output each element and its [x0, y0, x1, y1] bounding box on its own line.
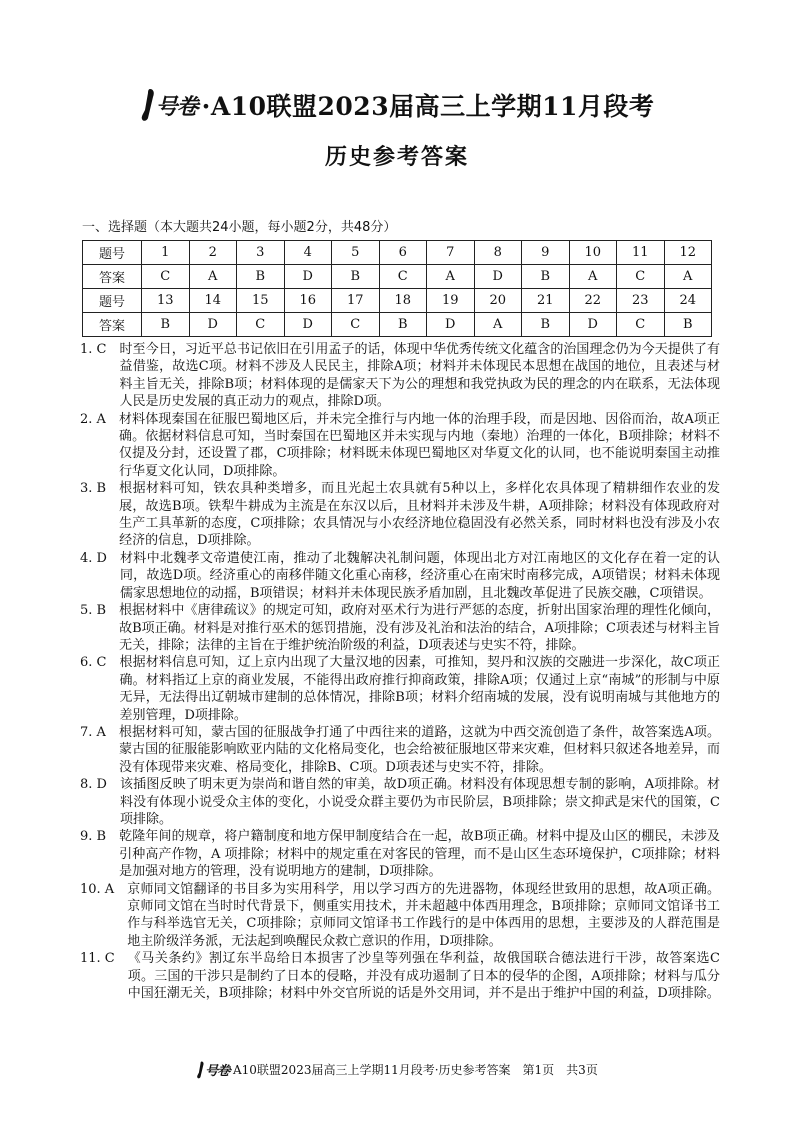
table-cell: 22 — [569, 289, 617, 313]
section-title: 一、选择题（本大题共24小题，每小题2分，共48分） — [82, 220, 397, 235]
page-header — [0, 82, 794, 128]
table-cell: 1 — [142, 241, 190, 265]
list-item — [80, 724, 720, 776]
item-text: 该插图反映了明末更为崇尚和谐自然的审美，故D项正确。材料没有体现思想专制的影响，A项排除。材料没有体现小说受众主体的变化，小说受众群主要仍为市民阶层，B项排除；崇文抑武是宋代的国策，C项排除。 — [119, 777, 720, 827]
table-cell: D — [474, 265, 522, 289]
table-cell: 23 — [617, 289, 665, 313]
item-text: 材料中北魏孝文帝遣使江南，推动了北魏解决礼制问题，体现出北方对江南地区的文化存在着一定的认同，故选D项。经济重心的南移伴随文化重心南移，经济重心在南宋时南移完成，A项错误；材料未体现儒家思想地位的动摇，B项错误；材料并未体现民族矛盾加剧，且北魏改革促进了民族交融，C项错误。 — [119, 550, 720, 601]
footer-text: ·A10联盟2023届高三上学期11月段考·历史参考答案 第1页 共3页 — [229, 1063, 598, 1077]
table-cell: B — [237, 265, 285, 289]
table-row — [83, 265, 712, 289]
table-cell: A — [427, 265, 475, 289]
list-item — [80, 411, 720, 481]
table-cell: B — [379, 313, 427, 337]
table-cell: A — [474, 313, 522, 337]
table-cell: C — [142, 265, 190, 289]
table-cell: 19 — [427, 289, 475, 313]
table-cell: D — [284, 313, 332, 337]
table-cell: 6 — [379, 241, 427, 265]
list-item — [80, 776, 720, 828]
item-number: 11. C — [80, 951, 128, 967]
table-cell: 20 — [474, 289, 522, 313]
table-row-header: 题号 — [83, 289, 142, 313]
table-cell: C — [617, 265, 665, 289]
table-cell: 5 — [332, 241, 380, 265]
table-cell: D — [189, 313, 237, 337]
item-text: 京师同文馆翻译的书目多为实用科学，用以学习西方的先进器物，体现经世致用的思想，故A项正确。京师同文馆在当时时代背景下，侧重实用技术，并未超越中体西用理念，B项排除；京师同文馆译书工作与科举选官无关，C项排除；京师同文馆译书工作践行的是中体西用的思想，主要涉及的人群范围是地主阶级洋务派，无法起到唤醒民众救亡意识的作用，D项排除。 — [127, 881, 720, 949]
list-item — [80, 480, 720, 550]
item-text: 《马关条约》割辽东半岛给日本损害了沙皇等列强在华利益，故俄国联合德法进行干涉，故答案选C项。三国的干涉只是制约了日本的侵略，并没有成功遏制了日本的侵华的企图，A项排除；材料与瓜分中国狂潮无关，B项排除；材料中外交官所说的话是外交用词，并不是出于维护中国的利益，D项排除。 — [127, 951, 720, 1002]
brush-stroke-icon — [140, 88, 156, 122]
table-cell: 18 — [379, 289, 427, 313]
item-text: 根据材料可知，蒙古国的征服战争打通了中西往来的道路，这就为中西交流创造了条件，故答案选A项。蒙古国的征服能影响欧亚内陆的文化格局变化，也会给被征服地区带来灾难，但材料只叙述各地差异，而没有体现带来灾难、格局变化，排除B、C项。D项表述与史实不符，排除。 — [118, 724, 720, 775]
item-number: 4. D — [80, 550, 120, 566]
table-row — [83, 289, 712, 313]
table-cell: 13 — [142, 289, 190, 313]
item-number: 2. A — [80, 411, 119, 427]
brush-stroke-icon — [196, 1061, 205, 1079]
answer-table — [82, 240, 712, 337]
table-cell: 14 — [189, 289, 237, 313]
item-number: 5. B — [80, 603, 120, 619]
table-cell: B — [664, 313, 712, 337]
table-cell: C — [332, 313, 380, 337]
table-cell: A — [189, 265, 237, 289]
table-cell: A — [569, 265, 617, 289]
table-cell: B — [522, 265, 570, 289]
item-number: 10. A — [80, 881, 128, 897]
table-cell: 12 — [664, 241, 712, 265]
page-title: ·A10联盟2023届高三上学期11月段考 — [201, 92, 655, 121]
item-number: 6. C — [80, 655, 120, 671]
logo — [140, 88, 198, 122]
table-row — [83, 241, 712, 265]
table-row — [83, 313, 712, 337]
footer-logo-text: 号卷 — [205, 1064, 230, 1079]
table-cell: 7 — [427, 241, 475, 265]
item-number: 3. B — [80, 481, 120, 497]
table-cell: 21 — [522, 289, 570, 313]
table-cell: 16 — [284, 289, 332, 313]
page-subtitle: 历史参考答案 — [324, 144, 469, 170]
item-number: 7. A — [80, 724, 119, 740]
item-text: 根据材料信息可知，辽上京内出现了大量汉地的因素，可推知，契丹和汉族的交融进一步深化，故C项正确。材料指辽上京的商业发展，不能得出政府推行抑商政策，排除A项；仅通过上京“南城”的形制与中原无异，无法得出辽朝城市建制的总体情况，排除B项；材料介绍南城的发展，没有说明南城与其他地方的差别管理，D项排除。 — [119, 655, 720, 723]
item-number: 8. D — [80, 777, 120, 793]
table-cell: 15 — [237, 289, 285, 313]
table-cell: 24 — [664, 289, 712, 313]
list-item — [80, 881, 720, 951]
list-item — [80, 654, 720, 724]
list-item — [80, 950, 720, 1002]
table-cell: D — [569, 313, 617, 337]
item-text: 根据材料中《唐律疏议》的规定可知，政府对巫术行为进行严惩的态度，折射出国家治理的理性化倾向，故B项正确。材料是对推行巫术的惩罚措施，没有涉及礼治和法治的结合，A项排除；C项表述与材料主旨无关，排除；法律的主旨在于维护统治阶级的利益，D项表述与史实不符，排除。 — [119, 603, 720, 653]
item-text: 根据材料可知，铁农具种类增多，而且光起土农具就有5种以上，多样化农具体现了精耕细作农业的发展，故选B项。铁犁牛耕成为主流是在东汉以后，且材料并未涉及牛耕，A项排除；材料没有体现政府对生产工具革新的态度，C项排除；农具情况与小农经济地位稳固没有必然关系，同时材料也没有涉及小农经济的信息，D项排除。 — [119, 481, 720, 549]
list-item — [80, 550, 720, 602]
table-cell: B — [522, 313, 570, 337]
table-cell: C — [617, 313, 665, 337]
table-cell: 4 — [284, 241, 332, 265]
list-item — [80, 602, 720, 654]
item-text: 乾隆年间的规章，将户籍制度和地方保甲制度结合在一起，故B项正确。材料中提及山区的棚民，未涉及引种高产作物，A 项排除；材料中的规定重在对客民的管理，而不是山区生态环境保护，C项排除；材料是加强对地方的管理，没有说明地方的建制，D项排除。 — [119, 829, 720, 880]
list-item — [80, 341, 720, 411]
item-number: 9. B — [80, 829, 120, 845]
item-text: 时至今日，习近平总书记依旧在引用孟子的话，体现中华优秀传统文化蕴含的治国理念仍为今天提供了有益借鉴，故选C项。材料不涉及人民民主，排除A项；材料并未体现民本思想在战国的地位，且表述与材料主旨无关，排除B项；材料体现的是儒家天下为公的理想和我党执政为民的理念的内在联系，无法体现人民是历史发展的真正动力的观点，排除D项。 — [119, 342, 720, 410]
table-row-header: 答案 — [83, 265, 142, 289]
table-cell: B — [332, 265, 380, 289]
table-cell: D — [284, 265, 332, 289]
table-cell: B — [142, 313, 190, 337]
table-cell: D — [427, 313, 475, 337]
table-cell: 2 — [189, 241, 237, 265]
answer-explanations — [80, 341, 720, 1002]
item-text: 材料体现秦国在征服巴蜀地区后，并未完全推行与内地一体的治理手段，而是因地、因俗而治，故A项正确。依据材料信息可知，当时秦国在巴蜀地区并未实现与内地（秦地）治理的一体化，B项排除；材料不仅提及分封，还设置了郡，C项排除；材料既未体现巴蜀地区对华夏文化的认同，也不能说明秦国主动推行华夏文化认同，D项排除。 — [118, 411, 720, 479]
page-footer — [0, 1060, 794, 1079]
table-cell: 3 — [237, 241, 285, 265]
table-row-header: 题号 — [83, 241, 142, 265]
logo-text: 号卷 — [155, 93, 198, 120]
table-row-header: 答案 — [83, 313, 142, 337]
table-cell: A — [664, 265, 712, 289]
table-cell: C — [379, 265, 427, 289]
table-cell: 11 — [617, 241, 665, 265]
table-cell: 8 — [474, 241, 522, 265]
table-cell: C — [237, 313, 285, 337]
list-item — [80, 828, 720, 880]
table-cell: 9 — [522, 241, 570, 265]
table-cell: 10 — [569, 241, 617, 265]
item-number: 1. C — [80, 342, 120, 357]
table-cell: 17 — [332, 289, 380, 313]
